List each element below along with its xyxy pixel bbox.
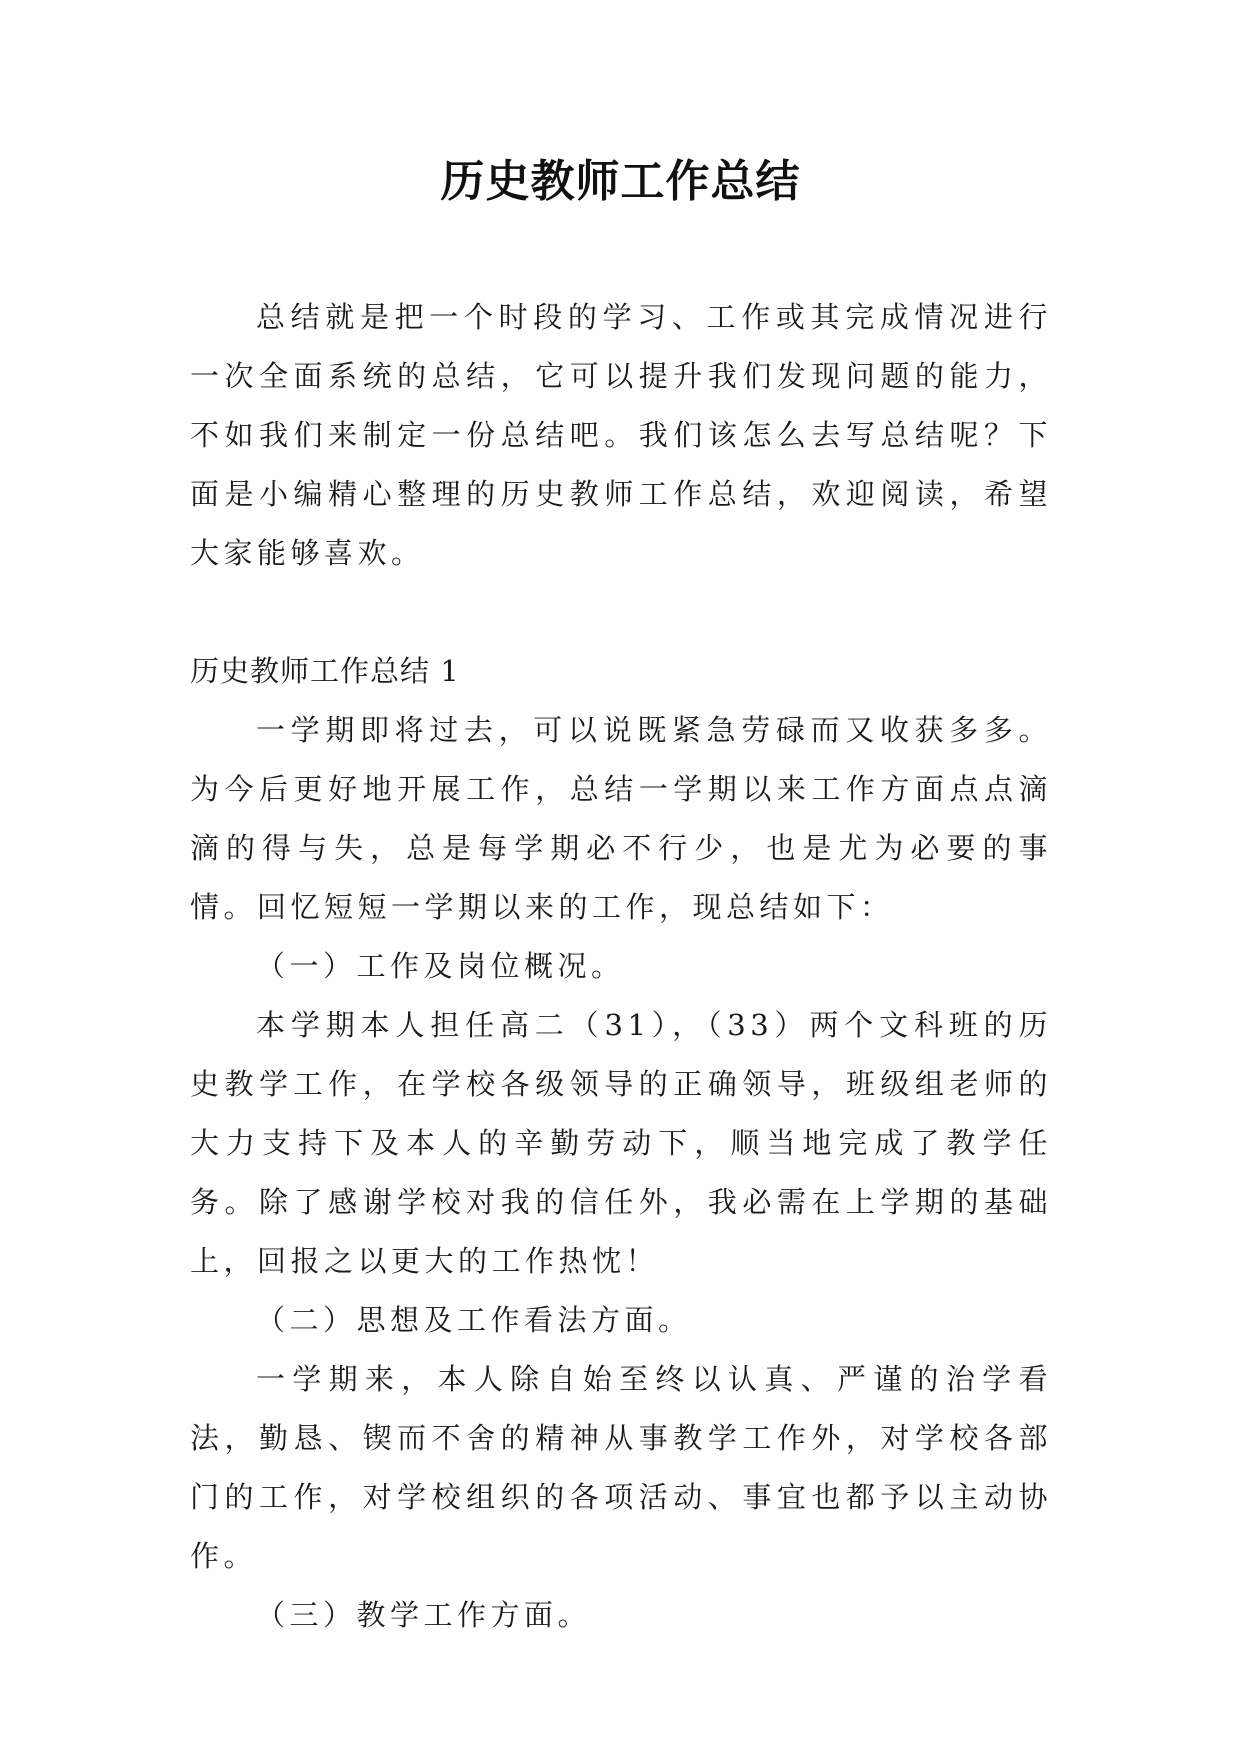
intro-paragraph: 总结就是把一个时段的学习、工作或其完成情况进行一次全面系统的总结，它可以提升我们发现问题的能力，不如我们来制定一份总结吧。我们该怎么去写总结呢？下面是小编精心整理的历史教师工作总结，欢迎阅读，希望大家能够喜欢。 (190, 300, 1052, 570)
document-title: 历史教师工作总结 (440, 156, 801, 207)
body-paragraph: 本学期本人担任高二（31），（33）两个文科班的历史教学工作，在学校各级领导的正确领导，班级组老师的大力支持下及本人的辛勤劳动下，顺当地完成了教学任务。除了感谢学校对我的信任外，我必需在上学期的基础上，回报之以更大的工作热忱！ (190, 1008, 1052, 1278)
section-heading: 历史教师工作总结 1 (190, 654, 460, 688)
body-paragraph: 一学期来，本人除自始至终以认真、严谨的治学看法，勤恳、锲而不舍的精神从事教学工作外，对学校各部门的工作，对学校组织的各项活动、事宜也都予以主动协作。 (190, 1362, 1052, 1573)
document-body (190, 288, 1052, 1645)
section-spacer (190, 583, 1052, 642)
subheading-paragraph: （三）教学工作方面。 (256, 1598, 592, 1632)
subheading-paragraph: （一）工作及岗位概况。 (256, 949, 625, 983)
subheading-paragraph: （二）思想及工作看法方面。 (256, 1303, 692, 1337)
body-paragraph: 一学期即将过去，可以说既紧急劳碌而又收获多多。为今后更好地开展工作，总结一学期以来工作方面点点滴滴的得与失，总是每学期必不行少，也是尤为必要的事情。回忆短短一学期以来的工作，现总结如下： (190, 713, 1052, 924)
